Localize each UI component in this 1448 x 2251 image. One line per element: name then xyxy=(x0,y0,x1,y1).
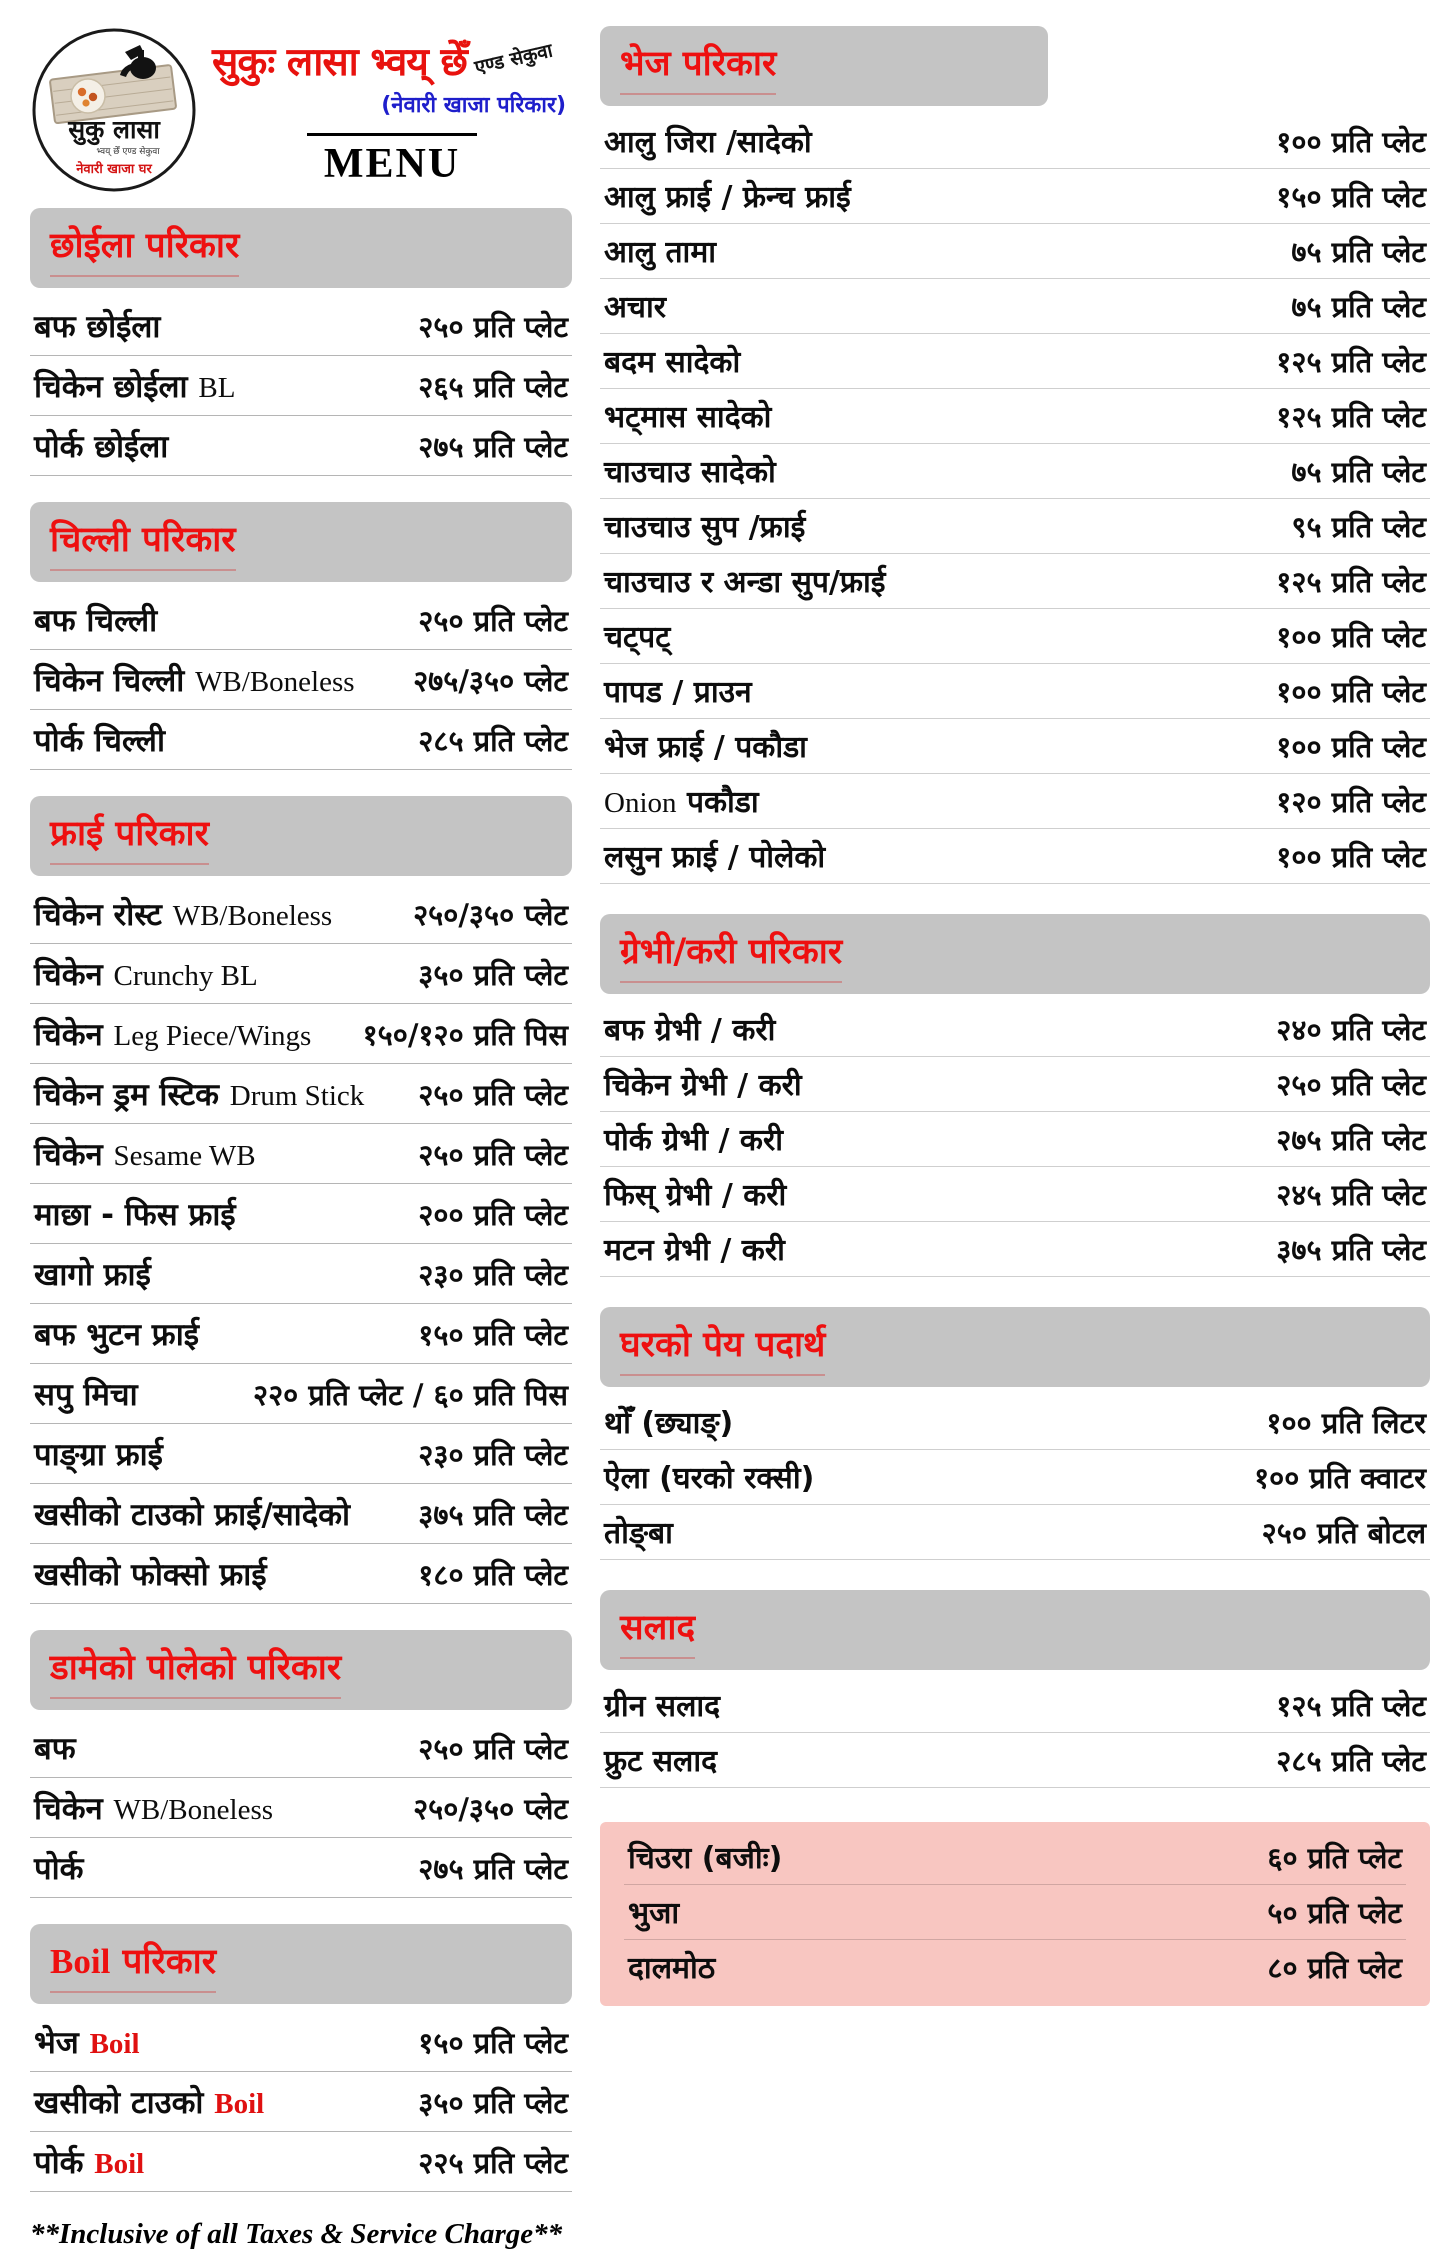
menu-item-row xyxy=(30,1778,572,1838)
menu-item-row xyxy=(30,1544,572,1604)
item-name xyxy=(604,1179,786,1212)
item-name xyxy=(604,1234,785,1267)
menu-item-row xyxy=(30,1424,572,1484)
item-price: १२५ प्रति प्लेट xyxy=(1276,345,1426,379)
item-name xyxy=(34,2026,140,2061)
section-title xyxy=(620,1603,695,1659)
item-name xyxy=(34,1498,350,1532)
item-price: २५० प्रति प्लेट xyxy=(418,604,568,638)
section-title-text: डामेको पोलेको परिकार xyxy=(50,1648,342,1688)
item-price: ८० प्रति प्लेट xyxy=(1267,1951,1402,1985)
item-name xyxy=(604,1517,673,1550)
menu-item-row xyxy=(600,169,1430,224)
item-price: २५०/३५० प्लेट xyxy=(413,898,568,932)
section-salad xyxy=(600,1590,1430,1788)
item-name xyxy=(604,621,670,654)
section-beverages xyxy=(600,1307,1430,1560)
section-header-choila xyxy=(30,208,572,288)
item-label-dev: माछा - फिस फ्राई xyxy=(34,1197,236,1233)
menu-item-row xyxy=(600,1112,1430,1167)
menu-item-row xyxy=(30,1364,572,1424)
section-title-text: फ्राई परिकार xyxy=(50,814,209,854)
section-title xyxy=(50,515,236,571)
item-price: २७५ प्रति प्लेट xyxy=(1276,1123,1426,1157)
menu-heading: MENU xyxy=(323,141,461,187)
item-price: २३० प्रति प्लेट xyxy=(418,1258,568,1292)
item-price: १२० प्रति प्लेट xyxy=(1276,785,1426,819)
menu-item-row xyxy=(600,774,1430,829)
right-column xyxy=(600,26,1430,2036)
item-price: ९५ प्रति प्लेट xyxy=(1291,510,1426,544)
item-label-en_first: Onion xyxy=(604,787,677,819)
section-snacks xyxy=(600,1822,1430,2006)
item-label-dev: पापड / प्राउन xyxy=(604,675,752,710)
item-price: २५०/३५० प्लेट xyxy=(413,1792,568,1826)
section-title-text: घरको पेय पदार्थ xyxy=(620,1325,826,1365)
item-label-red: Boil xyxy=(89,2028,140,2060)
item-name xyxy=(34,1792,273,1827)
item-label-en: BL xyxy=(198,372,236,404)
item-price: १०० प्रति लिटर xyxy=(1266,1406,1426,1440)
item-name xyxy=(34,1258,151,1292)
item-label-en: WB/Boneless xyxy=(113,1794,274,1826)
item-label-en: Sesame WB xyxy=(113,1140,256,1172)
item-label-dev: चाउचाउ सादेको xyxy=(604,455,776,490)
menu-item-row xyxy=(30,590,572,650)
item-name xyxy=(34,1852,83,1886)
section-choila xyxy=(30,208,572,476)
menu-item-row xyxy=(600,279,1430,334)
item-price: २७५ प्रति प्लेट xyxy=(418,430,568,464)
item-label-dev: थोँ (छ्याङ्) xyxy=(604,1406,734,1441)
item-price: १५० प्रति प्लेट xyxy=(418,2026,568,2060)
item-name xyxy=(604,1014,775,1047)
item-name xyxy=(604,731,807,764)
item-label-dev: फ्रुट सलाद xyxy=(604,1744,718,1779)
section-title xyxy=(50,221,239,277)
item-price: २२० प्रति प्लेट / ६० प्रति पिस xyxy=(253,1378,568,1412)
menu-item-row xyxy=(30,1484,572,1544)
left-column xyxy=(30,26,572,2250)
menu-item-row xyxy=(600,554,1430,609)
menu-item-row xyxy=(600,1505,1430,1560)
item-price: १५०/१२० प्रति पिस xyxy=(362,1018,568,1052)
item-name xyxy=(34,958,258,993)
item-label-dev: चिकेन छोईला xyxy=(34,369,188,405)
item-label-dev: खसीको फोक्सो फ्राई xyxy=(34,1557,267,1593)
menu-item-row xyxy=(624,1940,1406,1994)
menu-item-row xyxy=(600,1002,1430,1057)
item-label-dev: बफ भुटन फ्राई xyxy=(34,1317,199,1353)
item-price: २७५ प्रति प्लेट xyxy=(418,1852,568,1886)
item-name xyxy=(34,1198,236,1232)
item-name xyxy=(34,430,168,464)
item-price: २४५ प्रति प्लेट xyxy=(1276,1178,1426,1212)
item-price: १०० प्रति क्वाटर xyxy=(1254,1461,1426,1495)
menu-item-row xyxy=(600,224,1430,279)
item-label-dev: बफ चिल्ली xyxy=(34,603,158,639)
item-name xyxy=(34,310,160,344)
item-name xyxy=(34,1138,256,1173)
item-label-dev: सपु मिचा xyxy=(34,1377,138,1413)
item-label-en: Crunchy BL xyxy=(113,960,258,992)
item-label-dev: चाउचाउ सुप /फ्राई xyxy=(604,510,806,545)
menu-item-row xyxy=(30,1064,572,1124)
restaurant-logo xyxy=(30,26,198,194)
item-label-dev: चिकेन xyxy=(34,1017,103,1053)
section-title xyxy=(50,1643,341,1699)
item-label-dev: चिकेन ड्रम स्टिक xyxy=(34,1077,219,1113)
item-price: २०० प्रति प्लेट xyxy=(418,1198,568,1232)
footer-note: **Inclusive of all Taxes & Service Charge** xyxy=(30,2218,563,2250)
item-price: ६० प्रति प्लेट xyxy=(1267,1841,1402,1875)
item-price: २८५ प्रति प्लेट xyxy=(1276,1744,1426,1778)
item-price: २४० प्रति प्लेट xyxy=(1276,1013,1426,1047)
item-name xyxy=(628,1952,715,1985)
item-name xyxy=(628,1842,782,1875)
item-label-dev: आलु तामा xyxy=(604,235,717,270)
item-price: ३७५ प्रति प्लेट xyxy=(418,1498,568,1532)
item-name xyxy=(34,370,235,405)
item-label-dev: बफ xyxy=(34,1731,76,1767)
item-name xyxy=(604,676,752,709)
menu-item-row xyxy=(600,334,1430,389)
menu-item-row xyxy=(30,1244,572,1304)
item-name xyxy=(604,566,886,599)
item-label-dev: खागो फ्राई xyxy=(34,1257,151,1293)
logo-tagline-text: भ्वय् छेँ एण्ड सेकुवा xyxy=(96,147,160,157)
item-label-dev: पाङ्ग्रा फ्राई xyxy=(34,1437,163,1473)
section-veg xyxy=(600,26,1430,884)
menu-item-row xyxy=(30,1004,572,1064)
menu-item-row xyxy=(30,1718,572,1778)
item-name xyxy=(34,604,157,638)
item-label-dev: पोर्क छोईला xyxy=(34,429,169,465)
item-label-dev: भेज xyxy=(34,2025,79,2061)
item-price: ७५ प्रति प्लेट xyxy=(1291,455,1426,489)
item-name xyxy=(604,346,740,379)
menu-item-row xyxy=(600,499,1430,554)
menu-item-row xyxy=(30,650,572,710)
item-name xyxy=(34,1018,311,1053)
menu-item-row xyxy=(30,2012,572,2072)
item-label-dev: चिकेन xyxy=(34,1791,103,1827)
menu-item-row xyxy=(30,1304,572,1364)
section-gravy-curry xyxy=(600,914,1430,1277)
brand-header xyxy=(30,26,572,194)
right-sections xyxy=(600,26,1430,2036)
section-title xyxy=(50,809,209,865)
item-label-dev: बफ छोईला xyxy=(34,309,161,345)
brand-text-block xyxy=(212,26,572,194)
item-label-dev: पोर्क ग्रेभी / करी xyxy=(604,1123,783,1158)
left-sections xyxy=(30,208,572,2218)
menu-item-row xyxy=(600,609,1430,664)
item-label-dev: चिकेन चिल्ली xyxy=(34,663,185,699)
item-price: १०० प्रति प्लेट xyxy=(1276,730,1426,764)
menu-item-row xyxy=(30,296,572,356)
item-name xyxy=(604,1124,783,1157)
section-header-gravy-curry xyxy=(600,914,1430,994)
item-price: १०० प्रति प्लेट xyxy=(1276,125,1426,159)
item-name xyxy=(604,1690,720,1723)
item-price: १२५ प्रति प्लेट xyxy=(1276,400,1426,434)
menu-item-row xyxy=(600,1167,1430,1222)
item-label-dev: खसीको टाउको फ्राई/सादेको xyxy=(34,1497,350,1533)
item-price: २५० प्रति प्लेट xyxy=(418,1078,568,1112)
item-label-dev: चिकेन xyxy=(34,957,103,993)
item-name xyxy=(34,1078,364,1113)
menu-item-row xyxy=(30,710,572,770)
item-label-dev: चाउचाउ र अन्डा सुप/फ्राई xyxy=(604,565,886,600)
item-price: १८० प्रति प्लेट xyxy=(418,1558,568,1592)
menu-item-row xyxy=(624,1885,1406,1940)
item-price: १५० प्रति प्लेट xyxy=(1276,180,1426,214)
restaurant-title-suffix: एण्ड सेकुवा xyxy=(472,39,555,79)
menu-item-row xyxy=(30,416,572,476)
menu-item-row xyxy=(600,114,1430,169)
section-title xyxy=(620,39,776,95)
item-name xyxy=(604,841,825,874)
menu-item-row xyxy=(600,444,1430,499)
item-label-dev: दालमोठ xyxy=(628,1951,716,1986)
item-label-dev: भेज फ्राई / पकौडा xyxy=(604,730,807,765)
item-label-en: Leg Piece/Wings xyxy=(113,1020,312,1052)
menu-rule xyxy=(307,133,477,136)
item-name xyxy=(34,1558,267,1592)
menu-item-row xyxy=(600,389,1430,444)
item-label-red: Boil xyxy=(94,2148,145,2180)
menu-item-row xyxy=(600,829,1430,884)
section-title-text: चिल्ली परिकार xyxy=(50,520,236,560)
item-label-dev: ऐला (घरको रक्सी) xyxy=(604,1461,815,1496)
item-name xyxy=(34,2146,144,2181)
item-price: २३० प्रति प्लेट xyxy=(418,1438,568,1472)
item-label-dev: खसीको टाउको xyxy=(34,2085,204,2121)
menu-item-row xyxy=(30,2072,572,2132)
menu-item-row xyxy=(600,1678,1430,1733)
section-title xyxy=(620,1320,825,1376)
item-label-dev: चिकेन xyxy=(34,1137,103,1173)
item-price: ३५० प्रति प्लेट xyxy=(418,2086,568,2120)
section-header-fry xyxy=(30,796,572,876)
menu-item-row xyxy=(30,356,572,416)
item-label-dev: अचार xyxy=(604,290,667,325)
menu-item-row xyxy=(600,1450,1430,1505)
item-price: २७५/३५० प्लेट xyxy=(413,664,568,698)
item-price: ३७५ प्रति प्लेट xyxy=(1276,1233,1426,1267)
section-chilli xyxy=(30,502,572,770)
item-name xyxy=(34,1438,163,1472)
item-label-dev: फिस् ग्रेभी / करी xyxy=(604,1178,787,1213)
section-title-text: परिकार xyxy=(122,1942,217,1982)
item-name xyxy=(34,2086,264,2121)
section-title xyxy=(50,1937,216,1993)
item-name xyxy=(628,1897,679,1930)
item-label-dev: मटन ग्रेभी / करी xyxy=(604,1233,785,1268)
menu-item-row xyxy=(30,2132,572,2192)
item-label-en: WB/Boneless xyxy=(195,666,355,698)
item-name xyxy=(604,236,716,269)
item-label-en: WB/Boneless xyxy=(172,900,333,932)
section-title-en: Boil xyxy=(50,1942,111,1981)
food-plate-graphic xyxy=(71,79,105,113)
item-price: ७५ प्रति प्लेट xyxy=(1291,235,1426,269)
menu-item-row xyxy=(600,1395,1430,1450)
item-label-dev: आलु जिरा /सादेको xyxy=(604,125,812,160)
item-label-dev: चिकेन रोस्ट xyxy=(34,897,162,933)
item-label-dev: भुजा xyxy=(628,1896,680,1931)
item-price: १०० प्रति प्लेट xyxy=(1276,840,1426,874)
item-name xyxy=(34,1378,138,1412)
item-price: २५० प्रति प्लेट xyxy=(418,310,568,344)
item-name xyxy=(604,456,776,489)
item-name xyxy=(34,1732,76,1766)
section-title-text: सलाद xyxy=(620,1608,696,1648)
menu-item-row xyxy=(624,1830,1406,1885)
menu-item-row xyxy=(600,664,1430,719)
item-price: २८५ प्रति प्लेट xyxy=(418,724,568,758)
item-name xyxy=(34,664,355,699)
item-label-en: Drum Stick xyxy=(229,1080,365,1112)
item-name xyxy=(604,1745,717,1778)
restaurant-subtitle: (नेवारी खाजा परिकार) xyxy=(381,93,566,118)
logo-name-text: सुकु लासा xyxy=(68,115,160,144)
item-name xyxy=(34,898,332,933)
section-header-dameko-poleko xyxy=(30,1630,572,1710)
brand-title-row xyxy=(212,34,572,87)
section-header-veg xyxy=(600,26,1048,106)
item-price: २५० प्रति बोटल xyxy=(1261,1516,1426,1550)
item-name xyxy=(604,401,771,434)
section-boil xyxy=(30,1924,572,2192)
restaurant-title: सुकुः लासा भ्वय् छेँ xyxy=(212,40,467,85)
item-label-dev: बफ ग्रेभी / करी xyxy=(604,1013,776,1048)
item-label-dev: चट्पट् xyxy=(604,620,671,655)
item-label-dev: आलु फ्राई / फ्रेन्च फ्राई xyxy=(604,180,851,215)
item-label-red: Boil xyxy=(214,2088,265,2120)
item-label-dev: बदम सादेको xyxy=(604,345,741,380)
item-label-dev: ग्रीन सलाद xyxy=(604,1689,721,1724)
item-price: १२५ प्रति प्लेट xyxy=(1276,1689,1426,1723)
item-label-dev: तोङ्बा xyxy=(604,1516,673,1551)
menu-item-row xyxy=(600,1222,1430,1277)
menu-item-row xyxy=(30,1838,572,1898)
item-price: १२५ प्रति प्लेट xyxy=(1276,565,1426,599)
item-name xyxy=(604,786,759,820)
section-header-salad xyxy=(600,1590,1430,1670)
item-label-dev: चिकेन ग्रेभी / करी xyxy=(604,1068,802,1103)
item-price: २५० प्रति प्लेट xyxy=(1276,1068,1426,1102)
item-price: २६५ प्रति प्लेट xyxy=(418,370,568,404)
item-price: २५० प्रति प्लेट xyxy=(418,1732,568,1766)
item-price: २२५ प्रति प्लेट xyxy=(418,2146,568,2180)
item-name xyxy=(34,724,165,758)
section-fry xyxy=(30,796,572,1604)
item-label-dev: चिउरा (बजीः) xyxy=(628,1841,783,1876)
menu-item-row xyxy=(30,1184,572,1244)
menu-item-row xyxy=(30,944,572,1004)
section-title-text: ग्रेभी/करी परिकार xyxy=(620,932,843,972)
item-label-dev: पोर्क चिल्ली xyxy=(34,723,165,759)
menu-item-row xyxy=(30,884,572,944)
section-title-text: छोईला परिकार xyxy=(50,226,240,266)
section-header-boil xyxy=(30,1924,572,2004)
item-price: ७५ प्रति प्लेट xyxy=(1291,290,1426,324)
item-name xyxy=(34,1318,199,1352)
section-header-chilli xyxy=(30,502,572,582)
item-label-dev: भट्मास सादेको xyxy=(604,400,772,435)
logo-subtitle-text: नेवारी खाजा घर xyxy=(76,162,152,177)
item-price: १५० प्रति प्लेट xyxy=(418,1318,568,1352)
item-name xyxy=(604,1069,802,1102)
menu-item-row xyxy=(600,1733,1430,1788)
section-title xyxy=(620,927,842,983)
item-label-dev: पोर्क xyxy=(34,1851,84,1887)
item-price: १०० प्रति प्लेट xyxy=(1276,675,1426,709)
item-label-dev: पोर्क xyxy=(34,2145,84,2181)
section-header-beverages xyxy=(600,1307,1430,1387)
item-price: ५० प्रति प्लेट xyxy=(1267,1896,1402,1930)
section-dameko-poleko xyxy=(30,1630,572,1898)
item-name xyxy=(604,511,805,544)
section-title-text: भेज परिकार xyxy=(620,44,777,84)
menu-item-row xyxy=(30,1124,572,1184)
item-name xyxy=(604,181,851,214)
item-name xyxy=(604,1407,733,1440)
item-price: २५० प्रति प्लेट xyxy=(418,1138,568,1172)
item-label-dev: लसुन फ्राई / पोलेको xyxy=(604,840,826,875)
menu-item-row xyxy=(600,719,1430,774)
item-name xyxy=(604,126,812,159)
menu-item-row xyxy=(600,1057,1430,1112)
item-price: ३५० प्रति प्लेट xyxy=(418,958,568,992)
item-name xyxy=(604,291,666,324)
item-name xyxy=(604,1462,814,1495)
item-label-dev: पकौडा xyxy=(686,785,759,820)
item-price: १०० प्रति प्लेट xyxy=(1276,620,1426,654)
